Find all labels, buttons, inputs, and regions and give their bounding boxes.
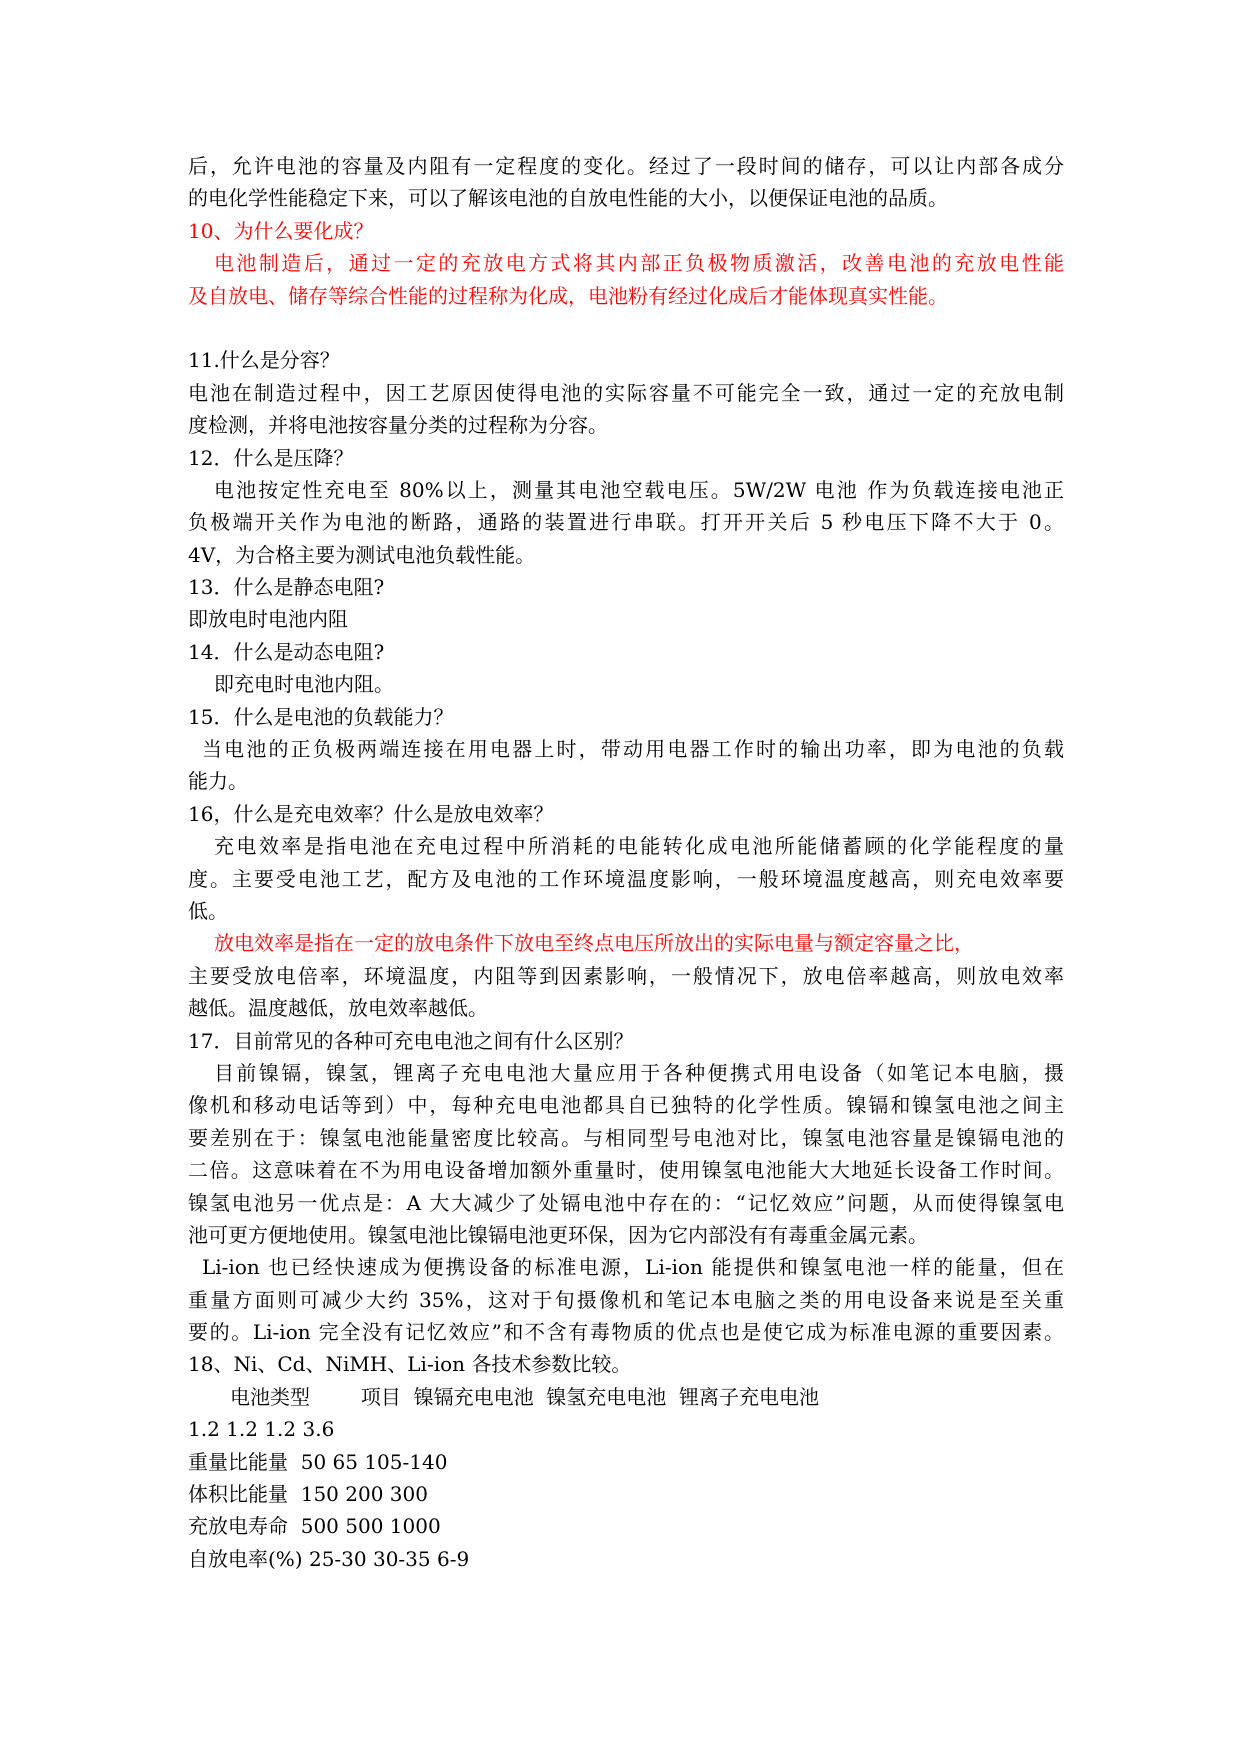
text-line: 后，允许电池的容量及内阻有一定程度的变化。经过了一段时间的储存，可以让内部各成分 [188, 154, 1064, 178]
section-heading: 13．什么是静态电阻? [188, 575, 385, 600]
blank-line [188, 312, 1064, 344]
section-heading: 12．什么是压降？ [188, 445, 354, 470]
text-line: 二倍。这意味着在不为用电设备增加额外重量时，使用镍氢电池能大大地延长设备工作时间。 [188, 1158, 1064, 1183]
section-heading: 10、为什么要化成？ [188, 218, 374, 243]
table-row: 1.2 1.2 1.2 3.6 [188, 1417, 335, 1442]
text-line: 负极端开关作为电池的断路，通路的装置进行串联。打开开关后 5 秒电压下降不大于 0。 [188, 510, 1064, 535]
highlighted-text-line: 电池制造后，通过一定的充放电方式将其内部正负极物质激活，改善电池的充放电性能 [214, 251, 1064, 276]
table-row: 充放电寿命 500 500 1000 [188, 1514, 441, 1539]
section-heading: 11.什么是分容？ [188, 348, 340, 373]
text-line: 低。 [188, 898, 228, 923]
highlighted-text-line: 放电效率是指在一定的放电条件下放电至终点电压所放出的实际电量与额定容量之比， [214, 931, 974, 956]
highlighted-text-line: 及自放电、储存等综合性能的过程称为化成，电池粉有经过化成后才能体现真实性能。 [188, 283, 948, 308]
table-row: 重量比能量 50 65 105-140 [188, 1449, 448, 1474]
text-line: Li-ion 也已经快速成为便携设备的标准电源，Li-ion 能提供和镍氢电池一样的能量，但在 [202, 1255, 1064, 1280]
table-header-row: 电池类型 项目 镍镉充电电池 镍氢充电电池 锂离子充电电池 [230, 1384, 820, 1409]
text-line: 度检测，并将电池按容量分类的过程称为分容。 [188, 413, 608, 438]
section-heading: 16，什么是充电效率？什么是放电效率？ [188, 801, 554, 826]
text-line: 度。主要受电池工艺，配方及电池的工作环境温度影响，一般环境温度越高，则充电效率要 [188, 866, 1064, 891]
text-line: 充电效率是指电池在充电过程中所消耗的电能转化成电池所能储蓄顾的化学能程度的量 [214, 834, 1064, 859]
text-line: 即放电时电池内阻 [188, 607, 348, 632]
text-line: 电池在制造过程中，因工艺原因使得电池的实际容量不可能完全一致，通过一定的充放电制 [188, 380, 1064, 405]
text-line: 池可更方便地使用。镍氢电池比镍镉电池更环保，因为它内部没有有毒重金属元素。 [188, 1222, 928, 1247]
section-heading: 18、Ni、Cd、NiMH、Li-ion 各技术参数比较。 [188, 1352, 632, 1377]
text-line: 能力。 [188, 769, 248, 794]
section-heading: 17．目前常见的各种可充电电池之间有什么区别？ [188, 1028, 634, 1053]
text-line: 越低。温度越低，放电效率越低。 [188, 996, 488, 1021]
section-heading: 14．什么是动态电阻? [188, 639, 385, 664]
text-line: 要的。Li-ion 完全没有记忆效应”和不含有毒物质的优点也是使它成为标准电源的重要因素。 [188, 1320, 1064, 1345]
document-page [188, 150, 1064, 1575]
text-line: 主要受放电倍率，环境温度，内阻等到因素影响，一般情况下，放电倍率越高，则放电效率 [188, 963, 1064, 988]
text-line: 即充电时电池内阻。 [214, 672, 394, 697]
text-line: 的电化学性能稳定下来，可以了解该电池的自放电性能的大小，以便保证电池的品质。 [188, 186, 948, 211]
text-line: 像机和移动电话等到）中，每种充电电池都具自已独特的化学性质。镍镉和镍氢电池之间主 [188, 1093, 1064, 1118]
text-line: 电池按定性充电至 80%以上，测量其电池空载电压。5W/2W 电池 作为负载连接电池正 [214, 477, 1064, 502]
text-line: 重量方面则可减少大约 35%，这对于旬摄像机和笔记本电脑之类的用电设备来说是至关重 [188, 1287, 1064, 1312]
text-line: 目前镍镉，镍氢，锂离子充电电池大量应用于各种便携式用电设备（如笔记本电脑，摄 [214, 1060, 1064, 1085]
text-line: 4V，为合格主要为测试电池负载性能。 [188, 542, 536, 567]
table-row: 自放电率(%) 25-30 30-35 6-9 [188, 1546, 470, 1571]
table-row: 体积比能量 150 200 300 [188, 1482, 428, 1507]
text-line: 镍氢电池另一优点是：A 大大减少了处镉电池中存在的：“记忆效应”问题，从而使得镍氢电 [188, 1190, 1064, 1215]
section-heading: 15．什么是电池的负载能力？ [188, 704, 454, 729]
text-line: 要差别在于：镍氢电池能量密度比较高。与相同型号电池对比，镍氢电池容量是镍镉电池的 [188, 1125, 1064, 1150]
text-line: 当电池的正负极两端连接在用电器上时，带动用电器工作时的输出功率，即为电池的负载 [202, 737, 1064, 762]
